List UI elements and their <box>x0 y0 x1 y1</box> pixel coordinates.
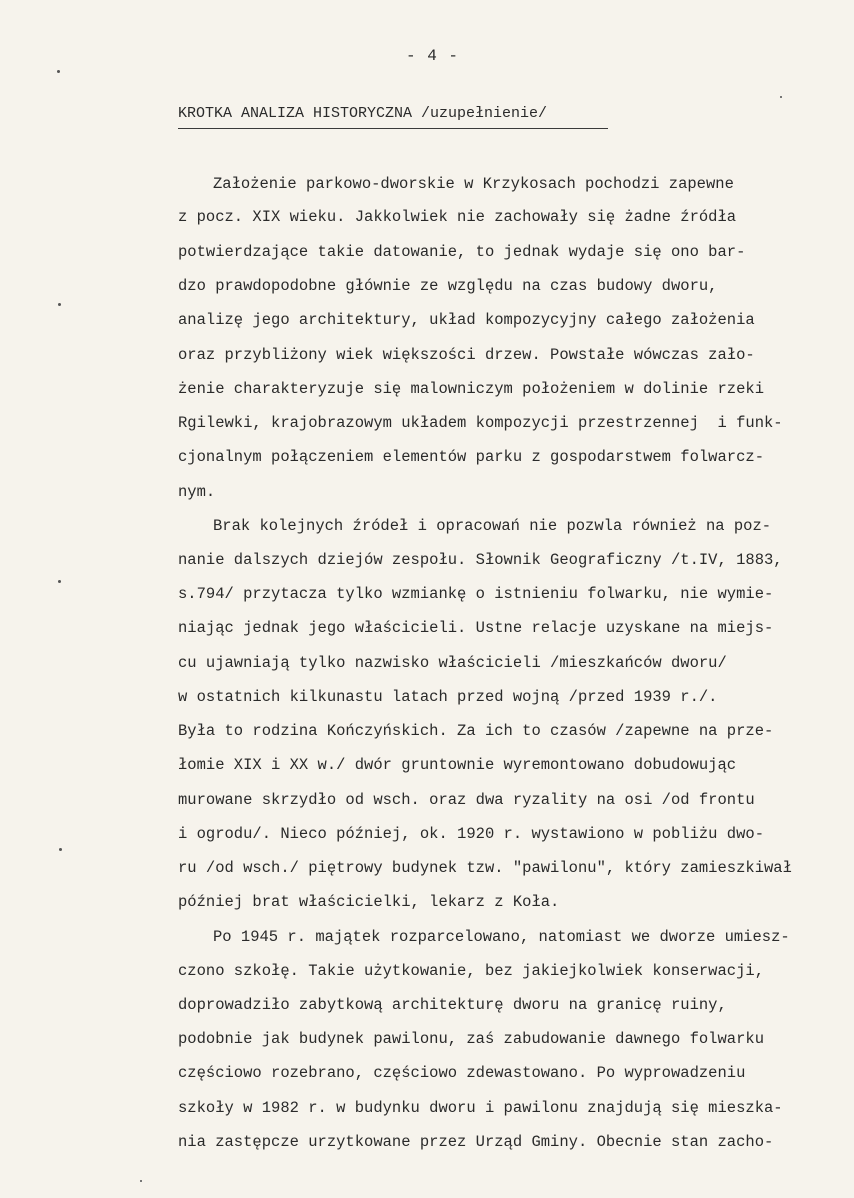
text-line: w ostatnich kilkunastu latach przed wojną /przed 1939 r./. <box>178 688 718 706</box>
text-line: Rgilewki, krajobrazowym układem kompozycji przestrzennej i funk- <box>178 414 783 432</box>
text-line: nym. <box>178 483 216 501</box>
scan-speck <box>59 848 62 851</box>
text-line: żenie charakteryzuje się malowniczym położeniem w dolinie rzeki <box>178 380 764 398</box>
text-line: częściowo rozebrano, częściowo zdewastowano. Po wyprowadzeniu <box>178 1064 746 1082</box>
text-line: analizę jego architektury, układ kompozycyjny całego założenia <box>178 311 755 329</box>
text-line: dzo prawdopodobne głównie ze względu na czas budowy dworu, <box>178 277 718 295</box>
text-line: s.794/ przytacza tylko wzmiankę o istnieniu folwarku, nie wymie- <box>178 585 774 603</box>
page-number: - 4 - <box>406 47 460 65</box>
text-line: oraz przybliżony wiek większości drzew. Powstałe wówczas zało- <box>178 346 755 364</box>
text-line: później brat właścicielki, lekarz z Koła. <box>178 893 560 911</box>
text-line: potwierdzające takie datowanie, to jednak wydaje się ono bar- <box>178 243 746 261</box>
text-line: łomie XIX i XX w./ dwór gruntownie wyremontowano dobudowując <box>178 756 737 774</box>
scan-speck <box>140 1180 142 1182</box>
text-line: doprowadziło zabytkową architekturę dworu na granicę ruiny, <box>178 996 727 1014</box>
text-line: cu ujawniają tylko nazwisko właścicieli /mieszkańców dworu/ <box>178 654 727 672</box>
scan-speck <box>58 580 61 583</box>
text-line: Była to rodzina Kończyńskich. Za ich to czasów /zapewne na prze- <box>178 722 774 740</box>
text-line: murowane skrzydło od wsch. oraz dwa ryzality na osi /od frontu <box>178 791 755 809</box>
text-line: z pocz. XIX wieku. Jakkolwiek nie zachowały się żadne źródła <box>178 208 737 226</box>
heading-underline <box>178 128 608 129</box>
text-line: i ogrodu/. Nieco później, ok. 1920 r. wystawiono w pobliżu dwo- <box>178 825 764 843</box>
text-line: Założenie parkowo-dworskie w Krzykosach pochodzi zapewne <box>213 175 734 193</box>
section-heading: KROTKA ANALIZA HISTORYCZNA /uzupełnienie/ <box>178 105 548 122</box>
text-line: nia zastępcze urzytkowane przez Urząd Gminy. Obecnie stan zacho- <box>178 1133 774 1151</box>
text-line: ru /od wsch./ piętrowy budynek tzw. "pawilonu", który zamieszkiwał <box>178 859 792 877</box>
text-line: niając jednak jego właścicieli. Ustne relacje uzyskane na miejs- <box>178 619 774 637</box>
text-line: Brak kolejnych źródeł i opracowań nie pozwla również na poz- <box>213 517 772 535</box>
text-line: Po 1945 r. majątek rozparcelowano, natomiast we dworze umiesz- <box>213 928 790 946</box>
text-line: podobnie jak budynek pawilonu, zaś zabudowanie dawnego folwarku <box>178 1030 764 1048</box>
text-line: szkoły w 1982 r. w budynku dworu i pawilonu znajdują się mieszka- <box>178 1099 783 1117</box>
text-line: czono szkołę. Takie użytkowanie, bez jakiejkolwiek konserwacji, <box>178 962 764 980</box>
scan-speck <box>57 70 60 73</box>
scan-speck <box>58 303 61 306</box>
scan-speck <box>780 96 782 98</box>
text-line: nanie dalszych dziejów zespołu. Słownik Geograficzny /t.IV, 1883, <box>178 551 783 569</box>
text-line: cjonalnym połączeniem elementów parku z gospodarstwem folwarcz- <box>178 448 764 466</box>
